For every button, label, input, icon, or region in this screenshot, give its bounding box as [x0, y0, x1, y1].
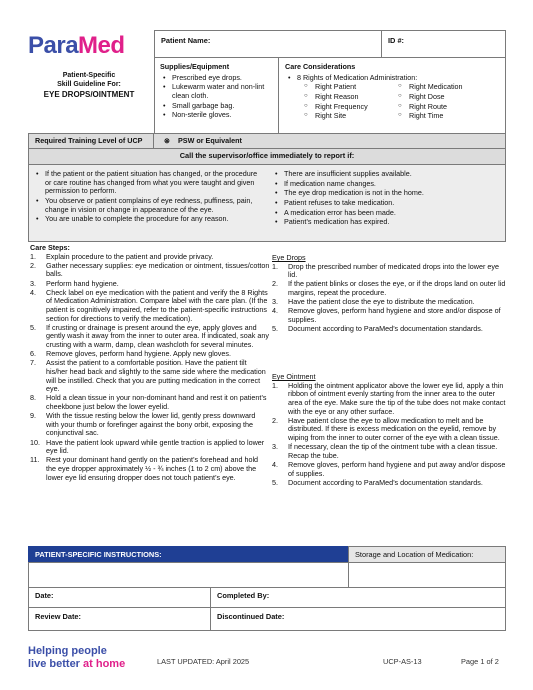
list-item: • 8 Rights of Medication Administration:	[285, 74, 499, 83]
list-item: ○ Right Frequency	[303, 103, 397, 112]
list-item: ○ Right Dose	[397, 93, 463, 102]
list-item: ○ Right Medication	[397, 83, 463, 92]
list-item: ○ Right Reason	[303, 93, 397, 102]
list-item: 9. With the tissue resting below the lower lid, gently press downward with your thumb or forefinger against the bony orbit, exposing the conjunctival sac.	[30, 411, 256, 438]
doc-code: UCP-AS-13	[383, 657, 422, 666]
list-item: 10. Have the patient look upward while gentle traction is applied to lower eye lid.	[30, 437, 265, 456]
list-item: • The eye drop medication is not in the home.	[272, 189, 501, 198]
list-item: 4. Remove gloves, perform hand hygiene and store and/or dispose of supplies.	[272, 306, 501, 324]
training-level-label: Required Training Level of UCP	[28, 133, 154, 149]
list-item: • Patient’s medication has expired.	[272, 218, 501, 227]
instructions-field[interactable]	[28, 562, 349, 588]
supplies-section: Supplies/Equipment • Prescribed eye drops. • Lukewarm water and non-lint clean cloth. • Small garbage bag. • Non-sterile gloves.	[154, 57, 279, 134]
list-item: ○ Right Site	[303, 112, 397, 121]
list-item: • If medication name changes.	[272, 180, 501, 189]
list-item: 5. Document according to ParaMed’s documentation standards.	[272, 324, 483, 334]
storage-field[interactable]	[348, 562, 506, 588]
list-item: • A medication error has been made.	[272, 209, 501, 218]
report-list-right	[272, 170, 501, 236]
list-item: 1. Drop the prescribed number of medicated drops into the lower eye lid.	[272, 261, 499, 280]
list-item: 2. Gather necessary supplies: eye medication or ointment, tissues/cotton balls.	[30, 260, 270, 279]
list-item: • There are insufficient supplies available.	[272, 170, 501, 179]
date-field[interactable]: Date:	[28, 587, 211, 608]
list-item: ○ Right Route	[397, 103, 463, 112]
list-item: • Small garbage bag.	[160, 102, 273, 111]
care-steps-section: Care Steps: 1. Explain procedure to the patient and provide privacy. 2. Gather necessary supplies: eye medication or ointment, tissues/cotton balls. 3. Perform hand hygiene. 4. Check label on eye medication with the patient and verify the 8 Rights of Medication Administration. Compare label with the care plan. (If the patient is cognitively impaired, refer to the patient-specific instructions section for directions to verify the medication). 5. If crusting or drainage is present around the eye, apply gloves and gently wash it away from the inner to outer area. If indicated, soak any crusting with a warm, damp, clean washcloth for several minutes. 6. Remove gloves, perform hand hygiene. Apply new gloves. 7. Assist the patient to a comfortable position. Have the patient tilt his/her head back and slightly to the same side where the medication will be instilled. Check that you are putting medication in the correct eye. 8. Hold a clean tissue in your non-dominant hand and rest it on patient’s cheekbone just below the lower eyelid. 9. With the tissue resting below the lower lid, gently press downward with your thumb or forefinger against the bony orbit, exposing the conjunctival sac. 10. Have the patient look upward while gentle traction is applied to lower eye lid. 11. Rest your dominant hand gently on the patient’s forehead and hold the eye dropper approximately ½ - ¾ inches (1 to 2 cm) above the lower eye lid ensuring dropper does not touch patient’s eye.	[30, 243, 270, 482]
list-item: 3. Perform hand hygiene.	[30, 278, 119, 288]
list-item: 5. If crusting or drainage is present around the eye, apply gloves and gently wash it away from the inner to outer area. If indicated, soak any crusting with a warm, damp, clean washcloth for several minutes.	[30, 322, 269, 350]
list-item: 11. Rest your dominant hand gently on the patient’s forehead and hold the eye dropper approximately ½ - ¾ inches (1 to 2 cm) above the lower eye lid ensuring dropper does not touch patient’s eye.	[30, 455, 259, 482]
list-item: 3. Have the patient close the eye to distribute the medication.	[272, 297, 475, 307]
list-item: 2. Have patient close the eye to allow medication to melt and be distributed. If there is excess medication on the eyelid, remove by wiping from the inner to outer corner of the eye with a clean tissue.	[272, 415, 500, 442]
list-item: ○ Right Time	[397, 112, 463, 121]
rights-list-right	[397, 83, 463, 122]
list-item: • Lukewarm water and non-lint clean cloth.	[160, 83, 273, 100]
report-header: Call the supervisor/office immediately to report if:	[28, 148, 506, 165]
list-item: • If the patient or the patient situation has changed, or the procedure or care routine has changed from what you were taught and given permission to perform.	[33, 170, 258, 196]
care-steps-list	[30, 253, 270, 483]
discontinued-date-field[interactable]: Discontinued Date:	[210, 607, 506, 631]
list-item: 3. If necessary, clean the tip of the ointment tube with a clean tissue. Recap the tube.	[272, 442, 498, 460]
eye-ointment-section: Eye Ointment 1. Holding the ointment applicator above the lower eye lid, apply a thin ribbon of ointment evenly starting from the inner area to the outer area of the eye. Make sure the tip of the tube does not make contact with the eye or any other surface. 2. Have patient close the eye to allow medication to melt and be distributed. If there is excess medication on the eyelid, remove by wiping from the inner to outer corner of the eye with a clean tissue. 3. If necessary, clean the tip of the ointment tube with a clean tissue. Recap the tube. 4. Remove gloves, perform hand hygiene and put away and/or dispose of supplies. 5. Document according to ParaMed’s documentation standards.	[272, 373, 508, 488]
care-considerations-section: Care Considerations • 8 Rights of Medication Administration: ○ Right Patient ○ Right Reason ○ Right Frequency ○ Right Site ○ Right Medication ○ Right Dose ○ Right Route ○ Right Time	[278, 57, 506, 134]
list-item: 5. Document according to ParaMed’s documentation standards.	[272, 477, 483, 487]
completed-by-field[interactable]: Completed By:	[210, 587, 506, 608]
supplies-list	[160, 74, 273, 120]
guideline-title: Patient-Specific Skill Guideline For: EYE DROPS/OINTMENT	[43, 72, 135, 99]
list-item: 8. Hold a clean tissue in your non-dominant hand and rest it on patient’s cheekbone just below the lower eyelid.	[30, 393, 267, 412]
id-field[interactable]: ID #:	[381, 30, 506, 58]
rights-list-left	[303, 83, 397, 122]
list-item: • Prescribed eye drops.	[160, 74, 273, 83]
list-item: 1. Explain procedure to the patient and provide privacy.	[30, 251, 214, 261]
eye-ointment-list	[272, 382, 508, 488]
list-item: 1. Holding the ointment applicator above the lower eye lid, apply a thin ribbon of ointment evenly starting from the inner area to the outer area of the eye. Make sure the tip of the tube does not make contact with the eye or any other surface.	[272, 380, 506, 416]
list-item: • You are unable to complete the procedure for any reason.	[33, 215, 258, 224]
last-updated: LAST UPDATED: April 2025	[157, 657, 250, 666]
review-date-field[interactable]: Review Date:	[28, 607, 211, 631]
list-item: 7. Assist the patient to a comfortable position. Have the patient tilt his/her head back and slightly to the same side where the medication will be instilled. Check that you are putting medication in the correct eye.	[30, 358, 266, 394]
report-conditions	[28, 164, 506, 242]
tagline: Helping people live better at home	[28, 645, 126, 670]
list-item: ○ Right Patient	[303, 83, 397, 92]
list-item: 6. Remove gloves, perform hand hygiene. Apply new gloves.	[30, 349, 231, 359]
list-item: 4. Remove gloves, perform hand hygiene and put away and/or dispose of supplies.	[272, 459, 506, 478]
list-item: 4. Check label on eye medication with the patient and verify the 8 Rights of Medication Administration. Compare label with the care plan. (If the patient is cognitively impaired, refer to the patient-specific instructions section for directions to verify the medication).	[30, 287, 268, 323]
list-item: 2. If the patient blinks or closes the eye, or if the drops land on outer lid margins, repeat the procedure.	[272, 279, 506, 298]
eye-drops-list	[272, 263, 508, 334]
list-item: • Non-sterile gloves.	[160, 111, 273, 120]
list-item: • You observe or patient complains of eye redness, puffiness, pain, change in vision or change in appearance of the eye.	[33, 197, 258, 214]
patient-name-field[interactable]: Patient Name:	[154, 30, 382, 58]
storage-header: Storage and Location of Medication:	[348, 546, 506, 563]
instructions-header: PATIENT-SPECIFIC INSTRUCTIONS:	[28, 546, 349, 563]
eye-drops-section: Eye Drops 1. Drop the prescribed number of medicated drops into the lower eye lid. 2. If the patient blinks or closes the eye, or if the drops land on outer lid margins, repeat the procedure. 3. Have the patient close the eye to distribute the medication. 4. Remove gloves, perform hand hygiene and store and/or dispose of supplies. 5. Document according to ParaMed’s documentation standards.	[272, 254, 508, 334]
page-number: Page 1 of 2	[461, 657, 499, 666]
report-list-left	[33, 170, 272, 236]
list-item: • Patient refuses to take medication.	[272, 199, 501, 208]
paramed-logo: ParaMed	[28, 32, 125, 59]
training-level-value: ⊗ PSW or Equivalent	[153, 133, 506, 149]
circle-x-icon: ⊗	[164, 136, 171, 145]
